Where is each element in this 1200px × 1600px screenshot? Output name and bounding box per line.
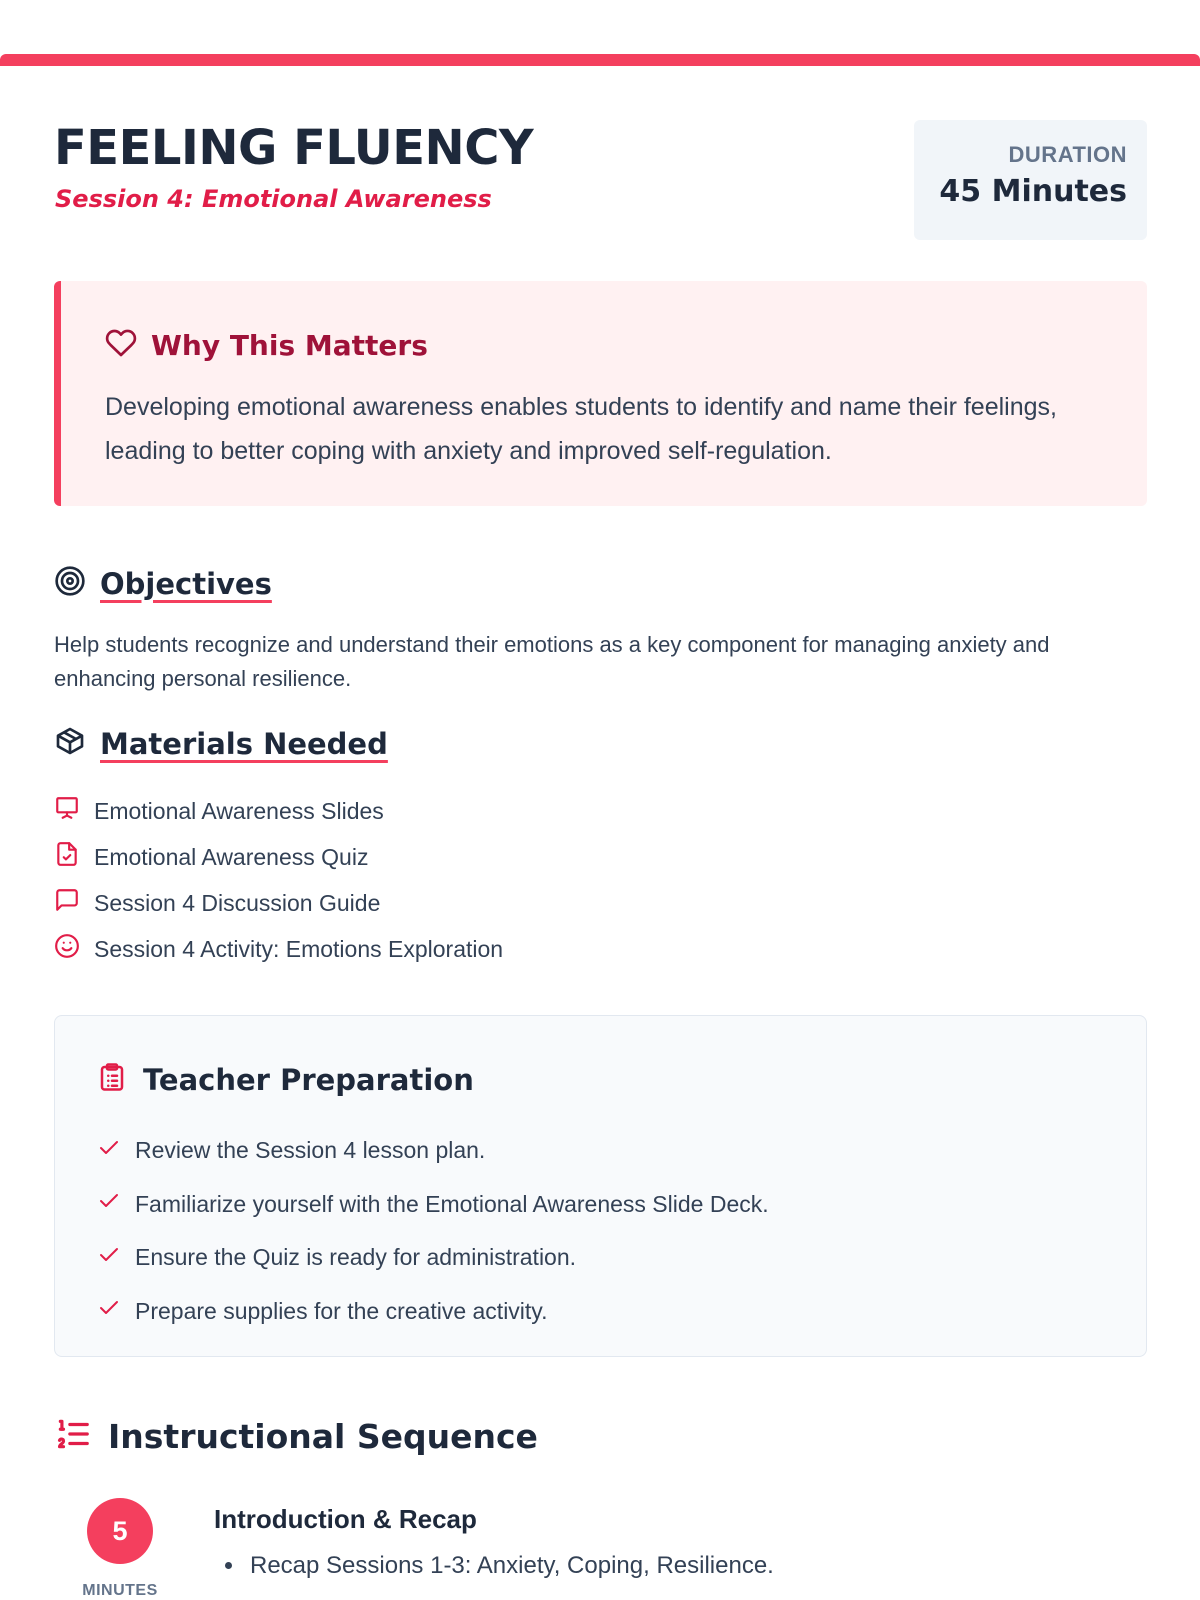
materials-heading: [54, 725, 388, 762]
preparation-heading: [97, 1062, 474, 1097]
file-check-icon: [54, 841, 94, 873]
check-icon: [97, 1136, 135, 1166]
materials-list: [54, 788, 503, 972]
message-icon: [54, 887, 94, 919]
list-item: [54, 880, 503, 926]
objectives-text: Help students recognize and understand their emotions as a key component for managing anxiety and enhancing personal resilience.: [54, 632, 1050, 691]
preparation-title: Teacher Preparation: [143, 1062, 474, 1097]
heart-icon: [105, 327, 137, 364]
list-item: [97, 1124, 769, 1178]
material-label: Session 4 Activity: Emotions Exploration: [94, 935, 504, 962]
list-item: [54, 834, 503, 880]
step-minutes-badge: 5: [87, 1498, 153, 1564]
why-title: Why This Matters: [151, 329, 428, 362]
session-subtitle: Session 4: Emotional Awareness: [55, 185, 492, 213]
preparation-item: Familiarize yourself with the Emotional Awareness Slide Deck.: [135, 1190, 769, 1217]
page-title: FEELING FLUENCY: [54, 120, 534, 176]
list-item: [97, 1285, 769, 1339]
list-item: • Recap Sessions 1-3: Anxiety, Coping, Resilience.: [246, 1548, 774, 1584]
why-heading: [105, 327, 428, 364]
preparation-item: Review the Session 4 lesson plan.: [135, 1137, 486, 1164]
sequence-heading: [54, 1415, 538, 1458]
target-icon: [54, 565, 86, 602]
list-item: [97, 1231, 769, 1285]
clipboard-icon: [97, 1062, 127, 1097]
sequence-title: Instructional Sequence: [108, 1417, 538, 1456]
preparation-list: [97, 1124, 769, 1338]
list-item: [54, 788, 503, 834]
list-ordered-icon: [54, 1415, 92, 1458]
step-bullet-list: [246, 1548, 774, 1584]
smile-icon: [54, 933, 94, 965]
list-item: [54, 926, 503, 972]
objectives-title: Objectives: [100, 566, 272, 601]
top-accent-bar: [0, 54, 1200, 66]
step-minutes-unit: MINUTES: [82, 1582, 158, 1599]
check-icon: [97, 1296, 135, 1326]
step-title: Introduction & Recap: [214, 1504, 477, 1534]
duration-value: 45 Minutes: [939, 174, 1127, 209]
teacher-preparation-card: [54, 1015, 1147, 1357]
material-label: Session 4 Discussion Guide: [94, 889, 381, 916]
check-icon: [97, 1243, 135, 1273]
why-this-matters-callout: [54, 281, 1147, 506]
objectives-heading: [54, 565, 272, 602]
presentation-icon: [54, 795, 94, 827]
box-icon: [54, 725, 86, 762]
preparation-item: Ensure the Quiz is ready for administration.: [135, 1244, 577, 1271]
materials-title: Materials Needed: [100, 726, 388, 761]
why-text: Developing emotional awareness enables students to identify and name their feelings, leading to better coping with anxiety and improved self-regulation.: [105, 393, 1057, 465]
duration-label: DURATION: [1008, 142, 1127, 167]
duration-box: [914, 120, 1147, 240]
material-label: Emotional Awareness Quiz: [94, 843, 369, 870]
list-item: [97, 1178, 769, 1232]
check-icon: [97, 1189, 135, 1219]
material-label: Emotional Awareness Slides: [94, 797, 384, 824]
preparation-item: Prepare supplies for the creative activity.: [135, 1297, 548, 1324]
page-header: [54, 118, 1147, 242]
